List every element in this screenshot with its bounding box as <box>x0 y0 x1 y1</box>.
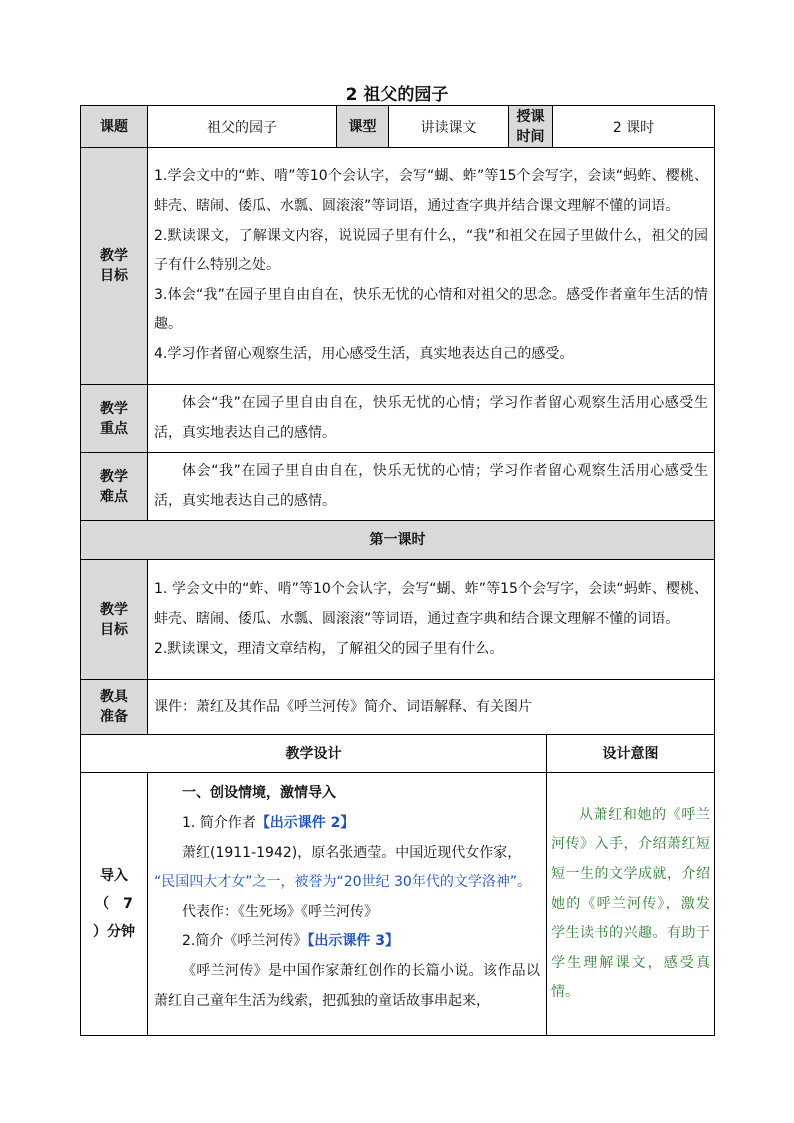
objectives-row <box>81 148 715 385</box>
lesson-one-objectives-label: 教学 目标 <box>81 560 148 680</box>
author-bio: 萧红(1911-1942)，原名张迺莹。中国近现代女作家， <box>182 844 522 861</box>
type-label: 课型 <box>337 106 389 148</box>
teaching-aids-text: 课件：萧红及其作品《呼兰河传》简介、词语解释、有关图片 <box>148 680 715 735</box>
header-row <box>81 106 715 148</box>
key-points-row <box>81 385 715 453</box>
step-novel: 2.简介《呼兰河传》【出示课件 3】 <box>182 933 399 950</box>
objective-item: 2.默读课文，了解课文内容，说说园子里有什么，“我”和祖父在园子里做什么，祖父的园子有什么特别之处。 <box>154 227 708 274</box>
section-heading: 一、创设情境，激情导入 <box>182 785 336 802</box>
lesson-one-heading-row <box>81 521 715 560</box>
intro-row <box>81 773 715 1036</box>
intro-label: 导入 （ 7 ）分钟 <box>81 773 148 1036</box>
teaching-aids-row <box>81 680 715 735</box>
key-points-text: 体会“我”在园子里自由自在，快乐无忧的心情；学习作者留心观察生活用心感受生活，真实地表达自己的感情。 <box>148 385 715 453</box>
page-title: 2 祖父的园子 <box>345 85 449 105</box>
slide-tag: 【出示课件 2】 <box>255 814 355 831</box>
objectives-label: 教学 目标 <box>81 148 148 385</box>
difficulties-text: 体会“我”在园子里自由自在，快乐无忧的心情；学习作者留心观察生活用心感受生活，真实地表达自己的感情。 <box>148 453 715 521</box>
lesson-one-heading: 第一课时 <box>81 521 715 560</box>
objective-item: 4.学习作者留心观察生活，用心感受生活，真实地表达自己的感受。 <box>154 345 574 362</box>
topic-value: 祖父的园子 <box>148 106 337 148</box>
design-intent: 从萧红和她的《呼兰河传》入手，介绍萧红短短一生的文学成就，介绍她的《呼兰河传》，激发学生读书的兴趣。有助于学生理解课文，感受真情。 <box>547 773 715 1036</box>
type-value: 讲读课文 <box>389 106 509 148</box>
time-value: 2 课时 <box>553 106 715 148</box>
objectives-text <box>148 148 715 385</box>
objective-item: 1. 学会文中的“蚱、啃”等10个会认字，会写“蝴、蚱”等15个会写字，会读“蚂蚱、樱桃、蚌壳、瞎闹、倭瓜、水瓢、圆滚滚”等词语，通过查字典和结合课文理解不懂的词语。 <box>154 581 708 628</box>
objective-item: 1.学会文中的“蚱、啃”等10个会认字，会写“蝴、蚱”等15个会写字，会读“蚂蚱、樱桃、蚌壳、瞎闹、倭瓜、水瓢、圆滚滚”等词语，通过查字典并结合课文理解不懂的词语。 <box>154 168 708 215</box>
key-points-label: 教学 重点 <box>81 385 148 453</box>
objective-item: 3.体会“我”在园子里自由自在，快乐无忧的心情和对祖父的思念。感受作者童年生活的情趣。 <box>154 286 708 333</box>
topic-label: 课题 <box>81 106 148 148</box>
difficulties-row <box>81 453 715 521</box>
novel-intro: 《呼兰河传》是中国作家萧红创作的长篇小说。该作品以萧红自己童年生活为线索，把孤独的童话故事串起来， <box>154 962 540 1009</box>
objective-item: 2.默读课文，理清文章结构，了解祖父的园子里有什么。 <box>154 640 504 657</box>
time-label: 授课 时间 <box>509 106 553 148</box>
intent-column-header: 设计意图 <box>547 735 715 773</box>
representative-works: 代表作：《生死场》《呼兰河传》 <box>182 903 378 920</box>
design-column-header: 教学设计 <box>81 735 547 773</box>
intro-content <box>148 773 547 1036</box>
step-author: 1. 简介作者【出示课件 2】 <box>182 814 355 831</box>
slide-tag: 【出示课件 3】 <box>307 933 399 950</box>
author-bio-continued: “民国四大才女”之一，被誉为“20世纪 30年代的文学洛神”。 <box>154 874 532 891</box>
lesson-plan-table <box>80 105 715 1036</box>
lesson-one-objectives-row <box>81 560 715 680</box>
design-header-row <box>81 735 715 773</box>
difficulties-label: 教学 难点 <box>81 453 148 521</box>
lesson-one-objectives-text <box>148 560 715 680</box>
teaching-aids-label: 教具 准备 <box>81 680 148 735</box>
